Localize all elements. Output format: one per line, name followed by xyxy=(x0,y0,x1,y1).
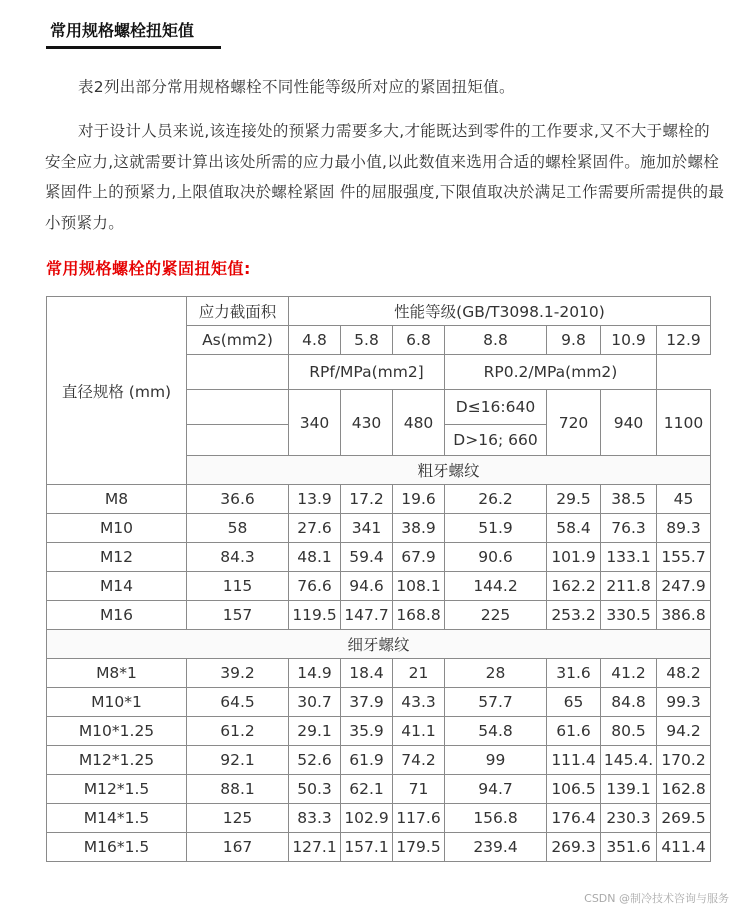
torque-cell: 50.3 xyxy=(289,775,341,804)
diameter-header: 直径规格 (mm) xyxy=(47,297,187,485)
torque-cell: 52.6 xyxy=(289,746,341,775)
torque-cell: 29.5 xyxy=(547,485,601,514)
torque-cell: 62.1 xyxy=(341,775,393,804)
strength-cell: 480 xyxy=(393,390,445,456)
grade-header: 性能等级(GB/T3098.1-2010) xyxy=(289,297,711,326)
blank-cell xyxy=(187,390,289,425)
torque-cell: 30.7 xyxy=(289,688,341,717)
title-underline xyxy=(46,46,221,49)
torque-cell: 35.9 xyxy=(341,717,393,746)
strength-cell: 340 xyxy=(289,390,341,456)
torque-cell: 253.2 xyxy=(547,601,601,630)
strength-cell: 430 xyxy=(341,390,393,456)
torque-cell: 111.4 xyxy=(547,746,601,775)
strength-cell: 1100 xyxy=(657,390,711,456)
grade-cell: 9.8 xyxy=(547,326,601,355)
torque-cell: 162.8 xyxy=(657,775,711,804)
torque-cell: 19.6 xyxy=(393,485,445,514)
table-row xyxy=(47,775,711,804)
grade-cell: 5.8 xyxy=(341,326,393,355)
torque-cell: 14.9 xyxy=(289,659,341,688)
torque-cell: 59.4 xyxy=(341,543,393,572)
torque-cell: 101.9 xyxy=(547,543,601,572)
torque-cell: 351.6 xyxy=(601,833,657,862)
torque-cell: 155.7 xyxy=(657,543,711,572)
torque-cell: 102.9 xyxy=(341,804,393,833)
torque-cell: 145.4. xyxy=(601,746,657,775)
torque-cell: 99.3 xyxy=(657,688,711,717)
torque-cell: 269.3 xyxy=(547,833,601,862)
torque-cell: 84.8 xyxy=(601,688,657,717)
grade-cell: 8.8 xyxy=(445,326,547,355)
stress-area-cell: 157 xyxy=(187,601,289,630)
torque-cell: 76.6 xyxy=(289,572,341,601)
table-row xyxy=(47,601,711,630)
table-row xyxy=(47,717,711,746)
table-row xyxy=(47,572,711,601)
torque-cell: 162.2 xyxy=(547,572,601,601)
spec-cell: M14*1.5 xyxy=(47,804,187,833)
torque-cell: 74.2 xyxy=(393,746,445,775)
spec-cell: M10 xyxy=(47,514,187,543)
torque-cell: 76.3 xyxy=(601,514,657,543)
torque-cell: 269.5 xyxy=(657,804,711,833)
torque-cell: 341 xyxy=(341,514,393,543)
table-row xyxy=(47,514,711,543)
table-row xyxy=(47,833,711,862)
stress-area-unit: As(mm2) xyxy=(187,326,289,355)
stress-area-cell: 39.2 xyxy=(187,659,289,688)
torque-cell: 38.9 xyxy=(393,514,445,543)
blank-cell xyxy=(187,425,289,456)
torque-cell: 411.4 xyxy=(657,833,711,862)
torque-cell: 239.4 xyxy=(445,833,547,862)
torque-cell: 31.6 xyxy=(547,659,601,688)
spec-cell: M8*1 xyxy=(47,659,187,688)
torque-cell: 51.9 xyxy=(445,514,547,543)
table-row xyxy=(47,688,711,717)
stress-area-cell: 58 xyxy=(187,514,289,543)
torque-cell: 29.1 xyxy=(289,717,341,746)
grade-cell: 6.8 xyxy=(393,326,445,355)
rpf-header: RPf/MPa(mm2] xyxy=(289,355,445,390)
stress-area-cell: 64.5 xyxy=(187,688,289,717)
spec-cell: M12*1.25 xyxy=(47,746,187,775)
torque-cell: 176.4 xyxy=(547,804,601,833)
spec-cell: M16 xyxy=(47,601,187,630)
torque-table xyxy=(46,296,711,862)
stress-area-cell: 167 xyxy=(187,833,289,862)
stress-area-cell: 115 xyxy=(187,572,289,601)
torque-cell: 94.2 xyxy=(657,717,711,746)
torque-cell: 58.4 xyxy=(547,514,601,543)
table-row xyxy=(47,543,711,572)
fine-thread-header: 细牙螺纹 xyxy=(47,630,711,659)
torque-cell: 65 xyxy=(547,688,601,717)
torque-cell: 41.1 xyxy=(393,717,445,746)
spec-cell: M16*1.5 xyxy=(47,833,187,862)
torque-cell: 54.8 xyxy=(445,717,547,746)
strength-cell: 940 xyxy=(601,390,657,456)
spec-cell: M10*1 xyxy=(47,688,187,717)
torque-cell: 80.5 xyxy=(601,717,657,746)
stress-area-cell: 84.3 xyxy=(187,543,289,572)
torque-cell: 170.2 xyxy=(657,746,711,775)
torque-cell: 27.6 xyxy=(289,514,341,543)
stress-area-cell: 92.1 xyxy=(187,746,289,775)
torque-cell: 94.7 xyxy=(445,775,547,804)
design-paragraph: 对于设计人员来说,该连接处的预紧力需要多大,才能既达到零件的工作要求,又不大于螺栓的安全应力,这就需要计算出该处所需的应力最小值,以此数值来选用合适的螺栓紧固件。施加於螺栓紧固件上的预紧力,上限值取决於螺栓紧固 件的屈服强度,下限值取决於满足工作需要所需提供的最小预紧力。 xyxy=(45,122,725,232)
grade-cell: 10.9 xyxy=(601,326,657,355)
torque-cell: 83.3 xyxy=(289,804,341,833)
table-row xyxy=(47,804,711,833)
footer-watermark: CSDN @制冷技术咨询与服务 xyxy=(584,892,729,905)
torque-cell: 48.2 xyxy=(657,659,711,688)
torque-cell: 119.5 xyxy=(289,601,341,630)
torque-cell: 61.9 xyxy=(341,746,393,775)
torque-cell: 386.8 xyxy=(657,601,711,630)
torque-cell: 211.8 xyxy=(601,572,657,601)
torque-cell: 330.5 xyxy=(601,601,657,630)
torque-cell: 21 xyxy=(393,659,445,688)
grade-cell: 12.9 xyxy=(657,326,711,355)
torque-cell: 179.5 xyxy=(393,833,445,862)
table-row xyxy=(47,746,711,775)
torque-cell: 37.9 xyxy=(341,688,393,717)
stress-area-cell: 61.2 xyxy=(187,717,289,746)
spec-cell: M8 xyxy=(47,485,187,514)
torque-cell: 156.8 xyxy=(445,804,547,833)
torque-cell: 57.7 xyxy=(445,688,547,717)
section-title: 常用规格螺栓扭矩值 xyxy=(50,21,195,40)
torque-cell: 67.9 xyxy=(393,543,445,572)
torque-cell: 28 xyxy=(445,659,547,688)
torque-cell: 43.3 xyxy=(393,688,445,717)
strength-d-gt16: D>16; 660 xyxy=(445,425,547,456)
torque-cell: 94.6 xyxy=(341,572,393,601)
stress-area-cell: 88.1 xyxy=(187,775,289,804)
torque-cell: 17.2 xyxy=(341,485,393,514)
torque-cell: 157.1 xyxy=(341,833,393,862)
table-row xyxy=(47,485,711,514)
torque-cell: 133.1 xyxy=(601,543,657,572)
torque-cell: 18.4 xyxy=(341,659,393,688)
torque-cell: 144.2 xyxy=(445,572,547,601)
torque-cell: 147.7 xyxy=(341,601,393,630)
spec-cell: M12 xyxy=(47,543,187,572)
grade-cell: 4.8 xyxy=(289,326,341,355)
spec-cell: M10*1.25 xyxy=(47,717,187,746)
spec-cell: M14 xyxy=(47,572,187,601)
torque-cell: 13.9 xyxy=(289,485,341,514)
torque-cell: 71 xyxy=(393,775,445,804)
torque-cell: 41.2 xyxy=(601,659,657,688)
torque-cell: 38.5 xyxy=(601,485,657,514)
torque-cell: 99 xyxy=(445,746,547,775)
spec-cell: M12*1.5 xyxy=(47,775,187,804)
torque-cell: 90.6 xyxy=(445,543,547,572)
torque-cell: 89.3 xyxy=(657,514,711,543)
strength-d-le16: D≤16:640 xyxy=(445,390,547,425)
stress-area-cell: 125 xyxy=(187,804,289,833)
torque-cell: 139.1 xyxy=(601,775,657,804)
torque-cell: 230.3 xyxy=(601,804,657,833)
torque-cell: 48.1 xyxy=(289,543,341,572)
stress-area-header: 应力截面积 xyxy=(187,297,289,326)
torque-cell: 225 xyxy=(445,601,547,630)
torque-cell: 127.1 xyxy=(289,833,341,862)
table-row xyxy=(47,659,711,688)
torque-cell: 117.6 xyxy=(393,804,445,833)
coarse-thread-header: 粗牙螺纹 xyxy=(187,456,711,485)
torque-cell: 26.2 xyxy=(445,485,547,514)
torque-cell: 61.6 xyxy=(547,717,601,746)
rp02-header: RP0.2/MPa(mm2) xyxy=(445,355,657,390)
stress-area-cell: 36.6 xyxy=(187,485,289,514)
torque-cell: 168.8 xyxy=(393,601,445,630)
blank-cell xyxy=(187,355,289,390)
torque-cell: 106.5 xyxy=(547,775,601,804)
torque-cell: 108.1 xyxy=(393,572,445,601)
intro-paragraph: 表2列出部分常用规格螺栓不同性能等级所对应的紧固扭矩值。 xyxy=(78,78,515,96)
strength-cell: 720 xyxy=(547,390,601,456)
torque-cell: 45 xyxy=(657,485,711,514)
table-title: 常用规格螺栓的紧固扭矩值: xyxy=(46,259,251,278)
torque-cell: 247.9 xyxy=(657,572,711,601)
